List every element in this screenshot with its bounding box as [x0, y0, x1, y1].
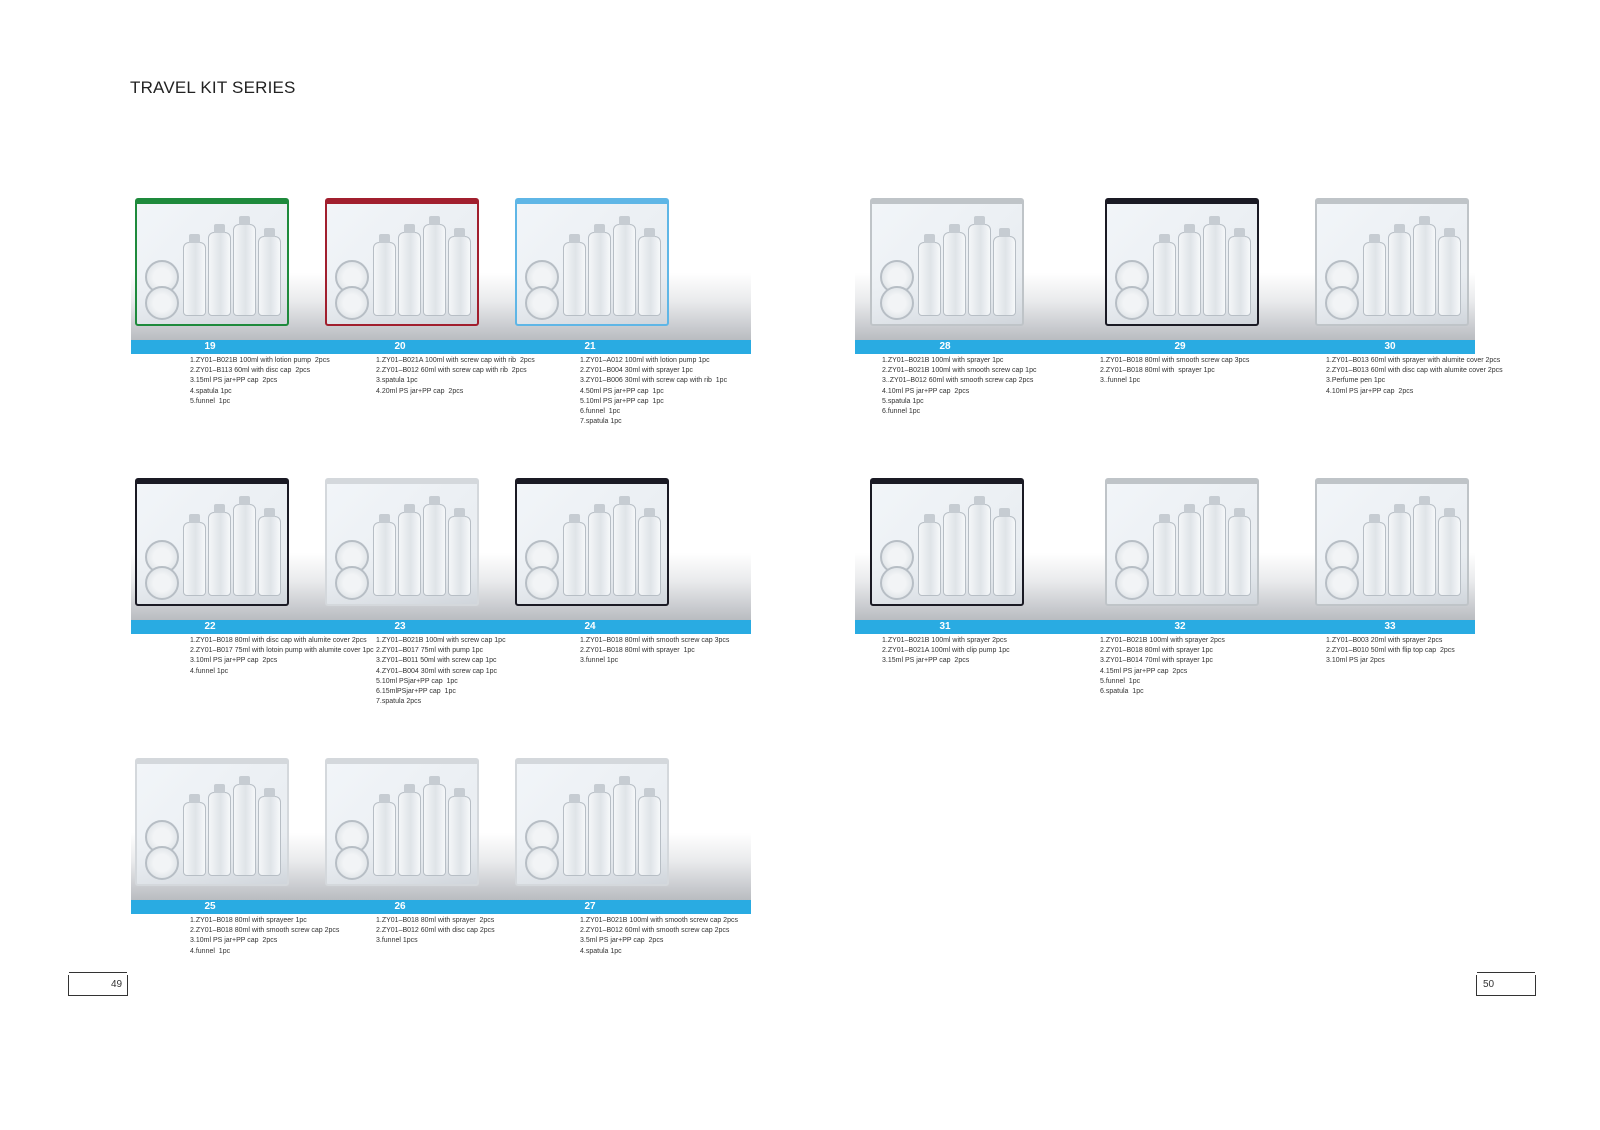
bottle	[588, 792, 611, 876]
kit-contents-line: 3.ZY01–B006 30ml with screw cap with rib 1pc	[580, 377, 728, 385]
bottle-cap	[594, 784, 606, 793]
kit-contents	[190, 916, 339, 957]
kit-contents-line: 5.10ml PSjar+PP cap 1pc	[376, 677, 458, 685]
travel-kit-bag	[1315, 198, 1469, 326]
bottle-cap	[239, 216, 251, 225]
bottle	[398, 792, 421, 876]
bottle	[258, 516, 281, 596]
kit-contents-line: 1.ZY01–B021B 100ml with smooth screw cap 2pcs	[580, 917, 738, 924]
kit-contents-line: 1.ZY01–B018 80ml with smooth screw cap 3pcs	[580, 637, 730, 644]
bottle	[233, 504, 256, 596]
bottle	[638, 796, 661, 876]
bottle-cap	[594, 504, 606, 513]
bottle	[183, 802, 206, 876]
bottle-cap	[429, 216, 441, 225]
kit-number: 29	[1174, 341, 1186, 352]
kit-contents-line: 2.ZY01–B017 75ml with pump 1pc	[376, 647, 484, 655]
bottle-cap	[1369, 514, 1381, 523]
kit-contents-line: 3.10ml PS jar+PP cap 2pcs	[190, 937, 278, 945]
kit-contents-line: 2.ZY01–B021A 100ml with clip pump 1pc	[882, 647, 1010, 655]
kit-contents-line: 4.spatula 1pc	[190, 387, 232, 395]
kit-contents-line: 4.funnel 1pc	[190, 667, 229, 675]
travel-kit-bag	[870, 478, 1024, 606]
kit-contents-line: 1.ZY01–B021B 100ml with screw cap 1pc	[376, 637, 506, 644]
cosmetic-jar	[145, 566, 179, 600]
bottle-cap	[619, 776, 631, 785]
page-title: TRAVEL KIT SERIES	[130, 78, 296, 97]
bottle	[398, 232, 421, 316]
bottle	[1153, 242, 1176, 316]
bottle	[563, 242, 586, 316]
kit-number: 24	[584, 621, 596, 632]
kit-contents-line: 4.ZY01–B004 30ml with screw cap 1pc	[376, 667, 498, 675]
kit-contents-line: 1.ZY01–B021B 100ml with sprayer 1pc	[882, 357, 1004, 364]
bottle	[638, 516, 661, 596]
kit-contents-line: 1.ZY01–B021A 100ml with screw cap with rib 2pcs	[376, 357, 535, 364]
bottle	[448, 516, 471, 596]
kit-contents-line: 4.50ml PS jar+PP cap 1pc	[580, 387, 664, 395]
kit-contents-line: 4.10ml PS jar+PP cap 2pcs	[882, 387, 970, 395]
kit-contents	[376, 916, 495, 947]
kit-contents-line: 1.ZY01–B021B 100ml with lotion pump 2pcs	[190, 357, 330, 364]
bottle-cap	[189, 234, 201, 243]
kit-number: 23	[394, 621, 406, 632]
kit-contents-line: 3.5ml PS jar+PP cap 2pcs	[580, 937, 664, 945]
bottle	[183, 522, 206, 596]
bottle-cap	[644, 228, 656, 237]
kit-contents-line: 6.spatula 1pc	[1100, 688, 1144, 696]
kit-number: 30	[1384, 341, 1396, 352]
travel-kit-bag	[515, 198, 669, 326]
kit-number: 26	[394, 901, 406, 912]
cosmetic-jar	[525, 566, 559, 600]
kit-contents-line: 1.ZY01–B018 80ml with smooth screw cap 3pcs	[1100, 357, 1250, 364]
kit-contents-line: 2.ZY01–B012 60ml with smooth screw cap 2pcs	[580, 927, 730, 935]
kit-contents	[1326, 356, 1503, 397]
kit-contents-line: 6.funnel 1pc	[882, 408, 921, 416]
bottle	[1178, 232, 1201, 316]
travel-kit-bag	[1315, 478, 1469, 606]
kit-number: 25	[204, 901, 216, 912]
bottle	[613, 224, 636, 316]
bottle	[258, 796, 281, 876]
kit-contents-line: 2.ZY01–B004 30ml with sprayer 1pc	[580, 367, 693, 375]
kit-contents-line: 2.ZY01–B012 60ml with disc cap 2pcs	[376, 927, 495, 935]
kit-contents-line: 1.ZY01–A012 100ml with lotion pump 1pc	[580, 357, 710, 364]
kit-contents-line: 3.funnel 1pcs	[376, 937, 418, 945]
cosmetic-jar	[335, 566, 369, 600]
bottle-cap	[974, 496, 986, 505]
cosmetic-jar	[1325, 566, 1359, 600]
bottle	[1228, 516, 1251, 596]
bottle	[943, 512, 966, 596]
kit-contents-line: 3..funnel 1pc	[1100, 377, 1141, 385]
page-rule-left	[69, 972, 127, 973]
kit-contents-line: 3..ZY01–B012 60ml with smooth screw cap 2pcs	[882, 377, 1034, 385]
bottle-cap	[1159, 234, 1171, 243]
bottle-cap	[214, 224, 226, 233]
kit-contents-line: 1.ZY01–B018 80ml with sprayer 2pcs	[376, 917, 495, 924]
bottle	[588, 512, 611, 596]
page-number-box-left	[68, 975, 128, 996]
kit-contents-line: 3.15ml PS jar+PP cap 2pcs	[882, 657, 970, 665]
bottle-cap	[264, 228, 276, 237]
bottle	[423, 784, 446, 876]
bottle	[563, 522, 586, 596]
bottle-cap	[189, 794, 201, 803]
page-rule-right	[1477, 972, 1535, 973]
travel-kit-bag	[870, 198, 1024, 326]
kit-number: 19	[204, 341, 216, 352]
bottle-cap	[214, 504, 226, 513]
kit-number: 33	[1384, 621, 1396, 632]
bottle-cap	[569, 514, 581, 523]
bottle-cap	[264, 508, 276, 517]
kit-contents	[580, 916, 738, 957]
kit-contents	[1100, 356, 1249, 387]
kit-contents-line: 7.spatula 2pcs	[376, 698, 422, 706]
bottle-cap	[924, 234, 936, 243]
bottle-cap	[429, 496, 441, 505]
kit-contents	[1100, 636, 1225, 697]
kit-contents-line: 3.15ml PS jar+PP cap 2pcs	[190, 377, 278, 385]
bottle-cap	[949, 504, 961, 513]
kit-contents-line: 7.spatula 1pc	[580, 418, 622, 426]
kit-contents-line: 3.Perfume pen 1pc	[1326, 377, 1386, 385]
kit-contents-line: 4.funnel 1pc	[190, 947, 231, 955]
kit-contents-line: 4.20ml PS jar+PP cap 2pcs	[376, 387, 464, 395]
travel-kit-bag	[325, 758, 479, 886]
bottle-cap	[404, 784, 416, 793]
kit-number: 22	[204, 621, 216, 632]
bottle	[613, 504, 636, 596]
bottle	[208, 232, 231, 316]
bottle	[943, 232, 966, 316]
kit-contents-line: 1.ZY01–B003 20ml with sprayer 2pcs	[1326, 637, 1443, 644]
bottle	[1438, 236, 1461, 316]
bottle-cap	[454, 228, 466, 237]
travel-kit-bag	[1105, 198, 1259, 326]
bottle	[1228, 236, 1251, 316]
bottle-cap	[214, 784, 226, 793]
bottle-cap	[594, 224, 606, 233]
kit-contents-line: 2.ZY01–B018 80ml with smooth screw cap 2pcs	[190, 927, 340, 935]
kit-contents	[882, 636, 1010, 667]
kit-number: 27	[584, 901, 596, 912]
kit-contents-line: 6.funnel 1pc	[580, 408, 621, 416]
bottle-cap	[569, 794, 581, 803]
cosmetic-jar	[525, 846, 559, 880]
kit-contents-line: 3.10ml PS jar+PP cap 2pcs	[190, 657, 278, 665]
number-bar	[131, 620, 751, 634]
kit-contents-line: 2.ZY01–B012 60ml with screw cap with rib 2pcs	[376, 367, 527, 375]
kit-contents-line: 2.ZY01–B021B 100ml with smooth screw cap 1pc	[882, 367, 1037, 375]
bottle	[993, 236, 1016, 316]
bottle-cap	[974, 216, 986, 225]
bottle-cap	[1394, 504, 1406, 513]
kit-contents-line: 2.ZY01–B013 60ml with disc cap with alumite cover 2pcs	[1326, 367, 1503, 375]
cosmetic-jar	[1115, 286, 1149, 320]
bottle	[258, 236, 281, 316]
bottle	[448, 796, 471, 876]
cosmetic-jar	[335, 846, 369, 880]
bottle-cap	[429, 776, 441, 785]
kit-contents-line: 5.10ml PS jar+PP cap 1pc	[580, 397, 664, 405]
bottle	[968, 504, 991, 596]
cosmetic-jar	[880, 286, 914, 320]
kit-contents	[882, 356, 1036, 417]
travel-kit-bag	[135, 478, 289, 606]
kit-contents-line: 1.ZY01–B018 80ml with disc cap with alumite cover 2pcs	[190, 637, 367, 644]
bottle-cap	[999, 508, 1011, 517]
bottle-cap	[1369, 234, 1381, 243]
bottle	[1203, 504, 1226, 596]
kit-contents	[376, 356, 535, 397]
bottle	[208, 512, 231, 596]
travel-kit-bag	[325, 198, 479, 326]
bottle	[1363, 242, 1386, 316]
bottle-cap	[949, 224, 961, 233]
kit-contents-line: 1.ZY01–B013 60ml with sprayer with alumite cover 2pcs	[1326, 357, 1501, 364]
bottle-cap	[1419, 496, 1431, 505]
cosmetic-jar	[335, 286, 369, 320]
cosmetic-jar	[1325, 286, 1359, 320]
number-bar	[855, 620, 1475, 634]
cosmetic-jar	[525, 286, 559, 320]
kit-contents-line: 3.spatula 1pc	[376, 377, 418, 385]
bottle-cap	[189, 514, 201, 523]
bottle	[373, 522, 396, 596]
cosmetic-jar	[1115, 566, 1149, 600]
kit-number: 28	[939, 341, 951, 352]
bottle-cap	[999, 228, 1011, 237]
number-bar	[131, 340, 751, 354]
travel-kit-bag	[325, 478, 479, 606]
bottle	[208, 792, 231, 876]
bottle	[1388, 512, 1411, 596]
kit-number: 21	[584, 341, 596, 352]
kit-contents-line: 4.15ml PS jar+PP cap 2pcs	[1100, 667, 1188, 675]
bottle-cap	[1209, 496, 1221, 505]
bottle	[1203, 224, 1226, 316]
kit-contents-line: 2.ZY01–B018 80ml with sprayer 1pc	[1100, 647, 1213, 655]
travel-kit-bag	[515, 478, 669, 606]
bottle	[918, 242, 941, 316]
bottle-cap	[239, 496, 251, 505]
bottle	[613, 784, 636, 876]
bottle-cap	[239, 776, 251, 785]
bottle	[1153, 522, 1176, 596]
bottle	[638, 236, 661, 316]
bottle-cap	[1234, 228, 1246, 237]
bottle-cap	[924, 514, 936, 523]
bottle-cap	[1394, 224, 1406, 233]
bottle-cap	[1209, 216, 1221, 225]
kit-number: 20	[394, 341, 406, 352]
kit-contents	[1326, 636, 1455, 667]
bottle-cap	[379, 514, 391, 523]
bottle	[563, 802, 586, 876]
travel-kit-bag	[515, 758, 669, 886]
bottle-cap	[454, 788, 466, 797]
bottle	[993, 516, 1016, 596]
bottle	[448, 236, 471, 316]
bottle-cap	[1419, 216, 1431, 225]
bottle	[1363, 522, 1386, 596]
bottle-cap	[619, 216, 631, 225]
kit-contents-line: 1.ZY01–B021B 100ml with sprayer 2pcs	[1100, 637, 1225, 644]
cosmetic-jar	[880, 566, 914, 600]
bottle-cap	[1234, 508, 1246, 517]
bottle-cap	[619, 496, 631, 505]
bottle	[398, 512, 421, 596]
bottle-cap	[454, 508, 466, 517]
bottle-cap	[1184, 504, 1196, 513]
bottle	[423, 224, 446, 316]
bottle-cap	[569, 234, 581, 243]
kit-contents-line: 2.ZY01–B018 80ml with sprayer 1pc	[1100, 367, 1215, 375]
kit-contents-line: 5.spatula 1pc	[882, 397, 924, 405]
kit-contents-line: 2.ZY01–B010 50ml with flip top cap 2pcs	[1326, 647, 1455, 655]
bottle-cap	[1159, 514, 1171, 523]
bottle	[1413, 224, 1436, 316]
bottle	[233, 784, 256, 876]
kit-contents-line: 3.funnel 1pc	[580, 657, 619, 665]
bottle	[423, 504, 446, 596]
bottle	[588, 232, 611, 316]
kit-contents-line: 4.10ml PS jar+PP cap 2pcs	[1326, 387, 1414, 395]
travel-kit-bag	[1105, 478, 1259, 606]
travel-kit-bag	[135, 198, 289, 326]
kit-contents-line: 5.funnel 1pc	[190, 397, 231, 405]
bottle-cap	[379, 794, 391, 803]
kit-number: 31	[939, 621, 951, 632]
bottle-cap	[404, 224, 416, 233]
cosmetic-jar	[145, 846, 179, 880]
page-number-left: 49	[111, 979, 123, 990]
number-bar	[855, 340, 1475, 354]
kit-contents-line: 3.ZY01–B014 70ml with sprayer 1pc	[1100, 657, 1213, 665]
bottle	[183, 242, 206, 316]
kit-contents-line: 3.ZY01–B011 50ml with screw cap 1pc	[376, 657, 497, 665]
bottle-cap	[264, 788, 276, 797]
bottle	[373, 802, 396, 876]
kit-contents	[190, 636, 374, 677]
bottle-cap	[644, 508, 656, 517]
kit-contents-line: 4.spatula 1pc	[580, 947, 622, 955]
kit-contents	[580, 356, 727, 427]
bottle	[1413, 504, 1436, 596]
kit-contents-line: 1.ZY01–B021B 100ml with sprayer 2pcs	[882, 637, 1007, 644]
kit-contents-line: 2.ZY01–B018 80ml with sprayer 1pc	[580, 647, 695, 655]
kit-contents-line: 2.ZY01–B017 75ml with lotoin pump with alumite cover 1pc	[190, 647, 374, 655]
kit-contents	[376, 636, 506, 707]
kit-contents-line: 5.funnel 1pc	[1100, 677, 1141, 685]
kit-number: 32	[1174, 621, 1186, 632]
bottle	[373, 242, 396, 316]
travel-kit-bag	[135, 758, 289, 886]
number-bar	[131, 900, 751, 914]
bottle	[1178, 512, 1201, 596]
bottle	[1388, 232, 1411, 316]
kit-contents-line: 3.10ml PS jar 2pcs	[1326, 657, 1385, 665]
bottle	[918, 522, 941, 596]
kit-contents-line: 6.15mlPSjar+PP cap 1pc	[376, 688, 456, 696]
bottle	[968, 224, 991, 316]
kit-contents-line: 1.ZY01–B018 80ml with sprayeer 1pc	[190, 917, 307, 924]
page-number-right: 50	[1483, 979, 1495, 990]
bottle-cap	[379, 234, 391, 243]
kit-contents-line: 2.ZY01–B113 60ml with disc cap 2pcs	[190, 367, 311, 375]
cosmetic-jar	[145, 286, 179, 320]
bottle-cap	[1444, 228, 1456, 237]
bottle	[233, 224, 256, 316]
kit-contents	[190, 356, 330, 407]
bottle-cap	[1184, 224, 1196, 233]
bottle-cap	[1444, 508, 1456, 517]
bottle-cap	[644, 788, 656, 797]
bottle	[1438, 516, 1461, 596]
bottle-cap	[404, 504, 416, 513]
kit-contents	[580, 636, 729, 667]
page-number-box-right	[1476, 975, 1536, 996]
